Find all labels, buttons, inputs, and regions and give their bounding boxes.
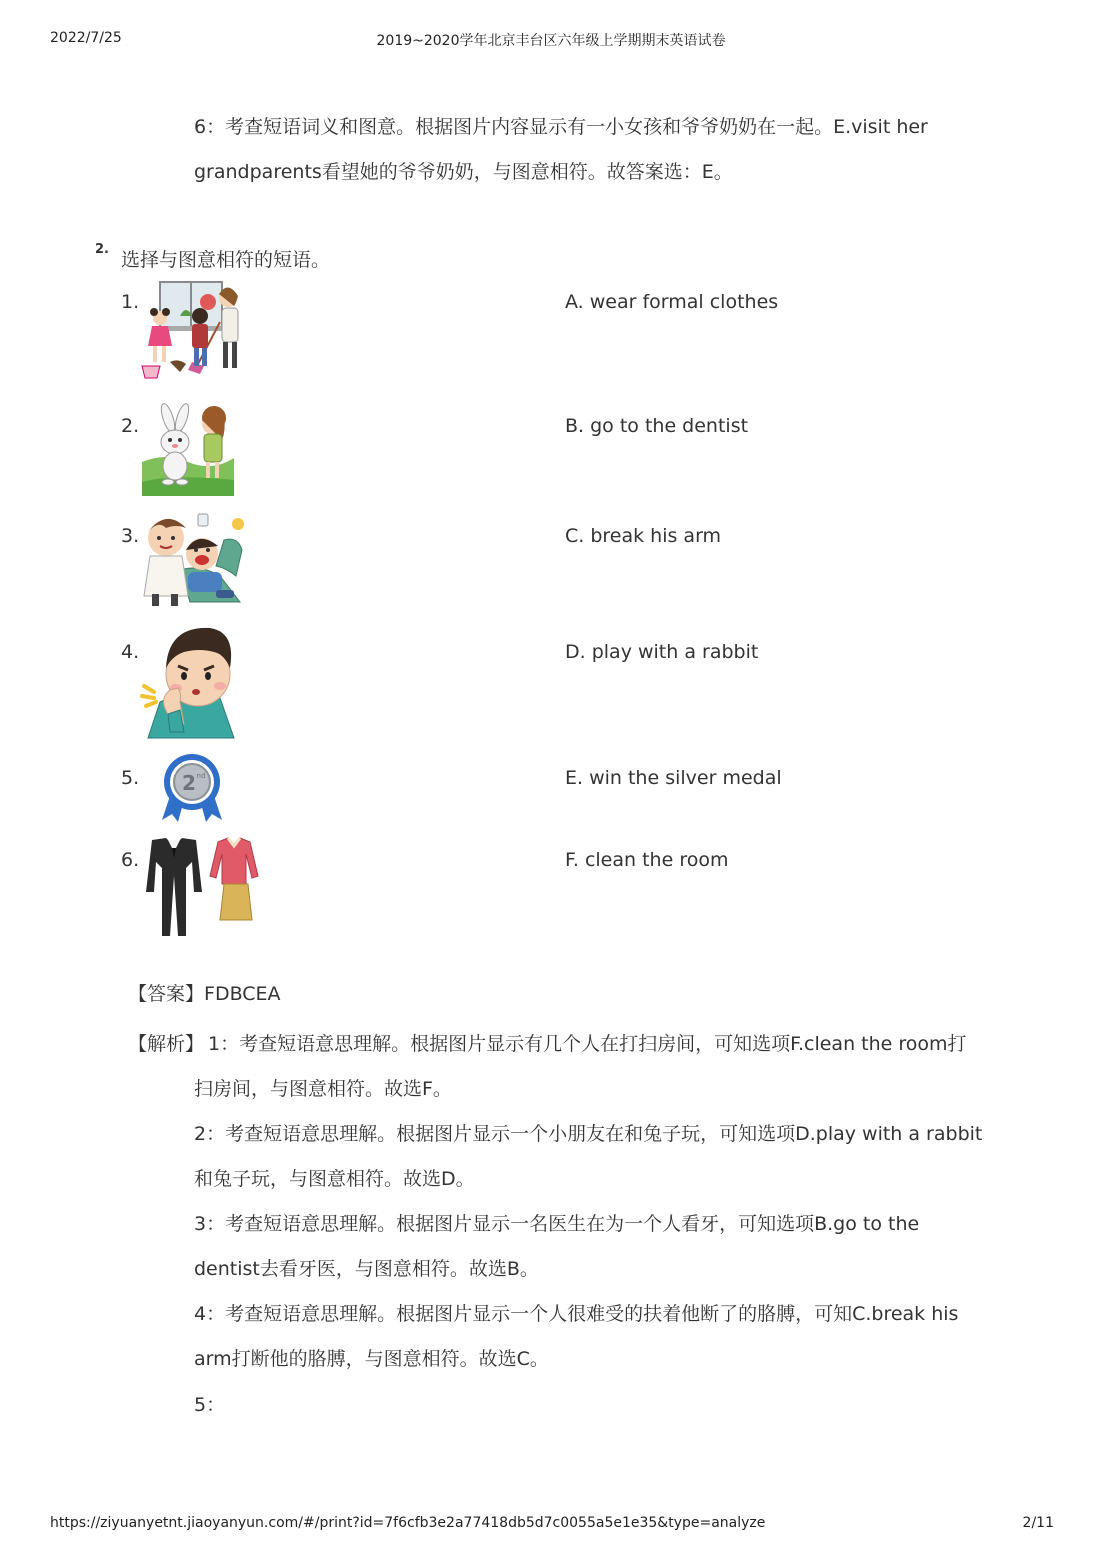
analysis-line-3: 2：考查短语意思理解。根据图片显示一个小朋友在和兔子玩，可知选项D.play with a rabbit [194, 1123, 983, 1145]
dentist-picture [140, 510, 252, 608]
analysis-line-5: 3：考查短语意思理解。根据图片显示一名医生在为一个人看牙，可知选项B.go to the [194, 1213, 920, 1235]
item-number-2: 2. [121, 415, 140, 437]
analysis-line-1: 1：考查短语意思理解。根据图片显示有几个人在打扫房间，可知选项F.clean the room打 [208, 1033, 967, 1055]
silver-medal-picture [140, 752, 244, 822]
question-number: 2. [95, 242, 109, 257]
answer-block [128, 979, 281, 1006]
prev-analysis-line-2: grandparents看望她的爷爷奶奶，与图意相符。故答案选：E。 [194, 161, 733, 183]
analysis-line-7: 4：考查短语意思理解。根据图片显示一个人很难受的扶着他断了的胳膊，可知C.break his [194, 1303, 959, 1325]
question-prompt: 选择与图意相符的短语。 [121, 249, 331, 271]
item-number-1: 1. [121, 291, 140, 313]
option-d: D. play with a rabbit [565, 641, 759, 663]
page-number: 2/11 [1022, 1515, 1054, 1531]
formal-clothes-picture [140, 834, 260, 936]
option-e: E. win the silver medal [565, 767, 782, 789]
analysis-line-8: arm打断他的胳膊，与图意相符。故选C。 [194, 1348, 549, 1370]
option-a: A. wear formal clothes [565, 291, 779, 313]
item-number-5: 5. [121, 767, 140, 789]
page-title: 2019~2020学年北京丰台区六年级上学期期末英语试卷 [376, 33, 726, 49]
analysis-line-6: dentist去看牙医，与图意相符。故选B。 [194, 1258, 539, 1280]
item-number-3: 3. [121, 525, 140, 547]
print-date: 2022/7/25 [50, 30, 122, 46]
item-number-4: 4. [121, 641, 140, 663]
girl-with-rabbit-picture [140, 402, 236, 498]
svg-text:2: 2 [182, 771, 196, 795]
hurt-arm-picture [140, 624, 236, 740]
item-number-6: 6. [121, 849, 140, 871]
footer-url: https://ziyuanyetnt.jiaoyanyun.com/#/print?id=7f6cfb3e2a77418db5d7c0055a5e1e35&type=analyze [50, 1515, 766, 1531]
prev-analysis-line-1: 6：考查短语词义和图意。根据图片内容显示有一小女孩和爷爷奶奶在一起。E.visit her [194, 116, 928, 138]
answer-value: FDBCEA [204, 983, 281, 1005]
analysis-label: 【解析】 [128, 1033, 205, 1055]
option-b: B. go to the dentist [565, 415, 749, 437]
analysis-line-9: 5： [194, 1394, 226, 1416]
cleaning-room-picture [140, 278, 250, 386]
analysis-line-4: 和兔子玩，与图意相符。故选D。 [194, 1168, 475, 1190]
analysis-line-2: 扫房间，与图意相符。故选F。 [194, 1078, 452, 1100]
option-f: F. clean the room [565, 849, 729, 871]
answer-label: 【答案】 [128, 983, 205, 1005]
option-c: C. break his arm [565, 525, 722, 547]
svg-text:nd: nd [196, 772, 206, 780]
